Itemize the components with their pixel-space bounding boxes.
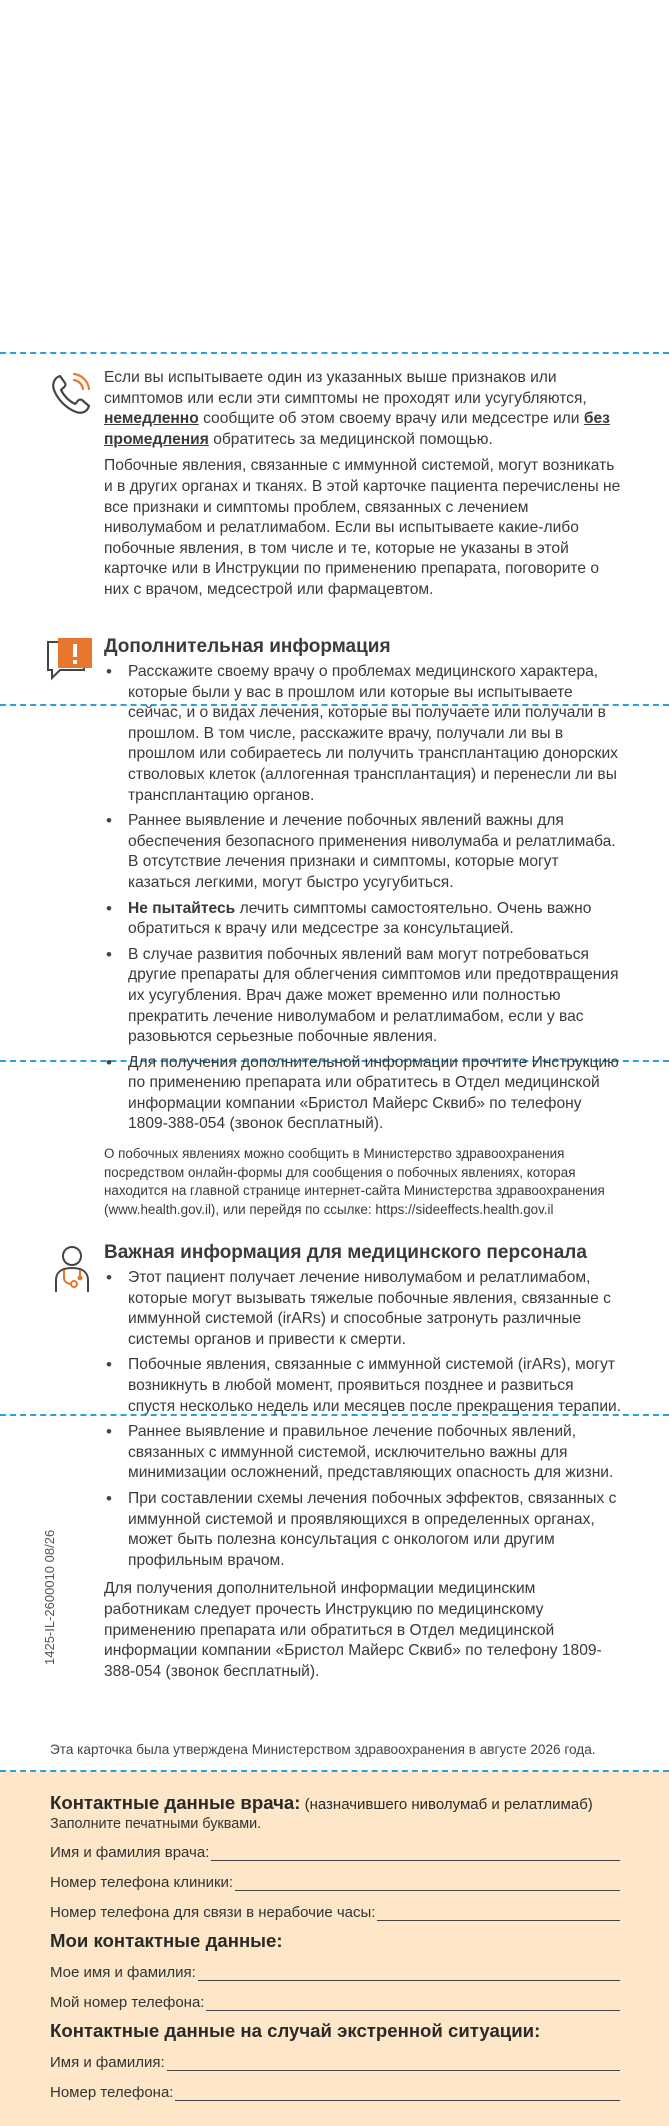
doctor-contact-title: Контактные данные врача: (назначившего ниволумаб и релатлимаб): [50, 1792, 593, 1813]
report-notice: О побочных явлениях можно сообщить в Министерство здравоохранения посредством онлайн-формы для сообщения о побочных явлениях, которая находится на главной странице интернет-сайта Министерства здравоохранения (www.health.gov.il), или перейдя по ссылке: https://sideeffects.health.gov.il: [104, 1146, 605, 1217]
list-item: • Этот пациент получает лечение ниволумабом и релатлимабом, которые могут вызывать тяжелые побочные явления, связанные с иммунной системой (irARs) и способные затронуть различные системы органов и привести к смерти.: [104, 1268, 624, 1350]
phone-icon: [48, 368, 96, 418]
print-hint: Заполните печатными буквами.: [50, 1816, 262, 1832]
warning-section: [104, 368, 624, 607]
urgent-paragraph: Если вы испытываете один из указанных выше признаков или симптомов или если эти симптомы не проходят или усугубляются, немедленно сообщите об этом своему врачу или медсестре или без промедления обратитесь за медицинской помощью.: [104, 369, 610, 448]
emergency-contact-title: Контактные данные на случай экстренной ситуации:: [50, 2020, 541, 2041]
medical-staff-title: Важная информация для медицинского персонала: [104, 1242, 587, 1263]
additional-info-list: [104, 662, 624, 1135]
medical-staff-section: [104, 1242, 624, 1688]
list-item: • Не пытайтесь лечить симптомы самостоятельно. Очень важно обратиться к врачу или медсестре за консультацией.: [104, 899, 624, 940]
list-item: • Для получения дополнительной информации прочтите Инструкцию по применению препарата или обратитесь в Отдел медицинской информации компании «Бристол Майерс Сквиб» по телефону 1809-388-054 (звонок бесплатный).: [104, 1053, 624, 1135]
medical-staff-list: [104, 1268, 624, 1571]
list-item: • При составлении схемы лечения побочных эффектов, связанных с иммунной системой и проявляющихся в определенных органах, может быть полезна консультация с онкологом или другим профильным врачом.: [104, 1489, 624, 1571]
emergency-phone-field[interactable]: Номер телефона:: [50, 2080, 620, 2101]
my-phone-field[interactable]: Мой номер телефона:: [50, 1990, 620, 2011]
list-item: • В случае развития побочных явлений вам могут потребоваться другие препараты для облегчения симптомов или предотвращения их усугубления. Врач даже может временно или полностью прекратить лечение ниволумабом и релатлимабом, если у вас разовьются серьезные побочные явления.: [104, 945, 624, 1048]
medical-staff-footer: Для получения дополнительной информации медицинским работникам следует прочесть Инструкцию по медицинскому применению препарата или обратиться в Отдел медицинской информации компании «Бристол Майерс Сквиб» по телефону 1809-388-054 (звонок бесплатный).: [104, 1580, 602, 1680]
list-item: • Расскажите своему врачу о проблемах медицинского характера, которые были у вас в прошлом или которые вы испытываете сейчас, и о видах лечения, которые вы получаете или получали в прошлом. В том числе, расскажите врачу, получали ли вы в прошлом или собираетесь ли получить трансплантацию донорских стволовых клеток (аллогенная трансплантация) и перенесли ли вы трансплантацию органов.: [104, 662, 624, 806]
doctor-icon: [50, 1244, 94, 1294]
info-speech-bubble-icon: [44, 636, 96, 682]
list-item: • Раннее выявление и лечение побочных явлений важны для обеспечения безопасного применения ниволумаба и релатлимаба. В отсутствие лечения признаки и симптомы, которые могут казаться легкими, могут быстро усугубиться.: [104, 811, 624, 893]
additional-info-title: Дополнительная информация: [104, 636, 391, 657]
my-contact-title: Мои контактные данные:: [50, 1930, 283, 1951]
doctor-name-field[interactable]: Имя и фамилия врача:: [50, 1840, 620, 1861]
document-code: 1425-IL-2600010 08/26: [42, 1529, 57, 1665]
list-item: • Побочные явления, связанные с иммунной системой (irARs), могут возникнуть в любой момент, проявиться позднее и развиться спустя несколько недель или месяцев после прекращения терапии.: [104, 1355, 624, 1417]
my-name-field[interactable]: Мое имя и фамилия:: [50, 1960, 620, 1981]
clinic-phone-field[interactable]: Номер телефона клиники:: [50, 1870, 620, 1891]
side-effects-paragraph: Побочные явления, связанные с иммунной системой, могут возникать и в других органах и тканях. В этой карточке пациента перечислены не все признаки и симптомы проблем, связанных с лечением ниволумабом и релатлимабом. Если вы испытываете какие-либо побочные явления, в том числе и те, которые не указаны в этой карточке или в Инструкции по применению препарата, поговорите о них с врачом, медсестрой или фармацевтом.: [104, 457, 621, 598]
urgent-phrase: без промедления: [104, 410, 610, 448]
urgent-word: немедленно: [104, 410, 199, 428]
list-item: • Раннее выявление и правильное лечение побочных явлений, связанных с иммунной системой, исключительно важны для минимизации осложнений, представляющих опасность для жизни.: [104, 1422, 624, 1484]
after-hours-phone-field[interactable]: Номер телефона для связи в нерабочие часы:: [50, 1900, 620, 1921]
additional-info-section: [104, 636, 624, 1219]
approval-notice: Эта карточка была утверждена Министерством здравоохранения в августе 2026 года.: [50, 1742, 596, 1757]
contact-panel: [0, 1772, 669, 2126]
cut-line-1: [0, 352, 669, 354]
emergency-name-field[interactable]: Имя и фамилия:: [50, 2050, 620, 2071]
